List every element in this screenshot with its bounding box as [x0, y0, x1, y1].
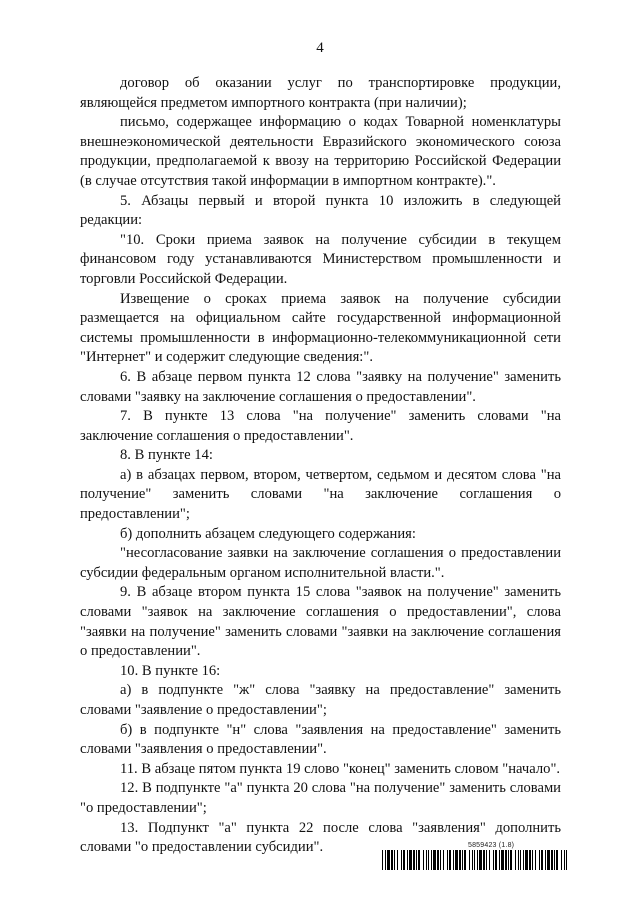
page-number: 4	[316, 40, 324, 56]
paragraph: 6. В абзаце первом пункта 12 слова "заявку на получение" заменить словами "заявку на заключение соглашения о предоставлении".	[80, 368, 561, 405]
paragraph: "10. Сроки приема заявок на получение субсидии в текущем финансовом году устанавливаются Министерством промышленности и торговли Российской Федерации.	[80, 231, 561, 287]
paragraph: 13. Подпункт "а" пункта 22 после слова "заявления" дополнить словами "о предоставлении субсидии".	[80, 819, 561, 856]
document-body	[80, 74, 561, 858]
document-code: 5859423 (1.8)	[468, 842, 515, 849]
paragraph: 12. В подпункте "а" пункта 20 слова "на получение" заменить словами "о предоставлении";	[80, 780, 561, 816]
paragraph: 5. Абзацы первый и второй пункта 10 изложить в следующей редакции:	[80, 192, 561, 229]
paragraph: б) дополнить абзацем следующего содержания:	[120, 525, 416, 542]
paragraph: Извещение о сроках приема заявок на получение субсидии размещается на официальном сайте государственной информационной системы промышленности в информационно-телекоммуникационной сети "Интернет" и содержит следующие сведения:".	[80, 290, 561, 366]
paragraph: 11. В абзаце пятом пункта 19 слово "конец" заменить словом "начало".	[120, 760, 561, 777]
paragraph: 9. В абзаце втором пункта 15 слова "заявок на получение" заменить словами "заявок на заключение соглашения о предоставлении", слова "заявки на получение" заменить словами "заявки на заключение соглашения о предоставлении".	[80, 584, 561, 660]
paragraph: б) в подпункте "н" слова "заявления на предоставление" заменить словами "заявления о предоставлении".	[80, 721, 561, 758]
paragraph: "несогласование заявки на заключение соглашения о предоставлении субсидии федеральным органом исполнительной власти.".	[80, 545, 561, 581]
barcode-icon	[382, 850, 568, 870]
paragraph: 7. В пункте 13 слова "на получение" заменить словами "на заключение соглашения о предоставлении".	[80, 408, 561, 444]
paragraph: договор об оказании услуг по транспортировке продукции, являющейся предметом импортного контракта (при наличии);	[80, 75, 561, 111]
paragraph: а) в подпункте "ж" слова "заявку на предоставление" заменить словами "заявление о предоставлении";	[80, 682, 561, 718]
paragraph: 10. В пункте 16:	[120, 662, 221, 679]
paragraph: письмо, содержащее информацию о кодах Товарной номенклатуры внешнеэкономической деятельности Евразийского экономического союза продукции, предполагаемой к ввозу на территорию Российской Федерации (в случае отсутствия такой информации в импортном контракте).".	[80, 114, 561, 189]
paragraph: 8. В пункте 14:	[120, 447, 213, 464]
paragraph: а) в абзацах первом, втором, четвертом, седьмом и десятом слова "на получение" заменить словами "на заключение соглашения о предоставлении";	[80, 466, 561, 523]
